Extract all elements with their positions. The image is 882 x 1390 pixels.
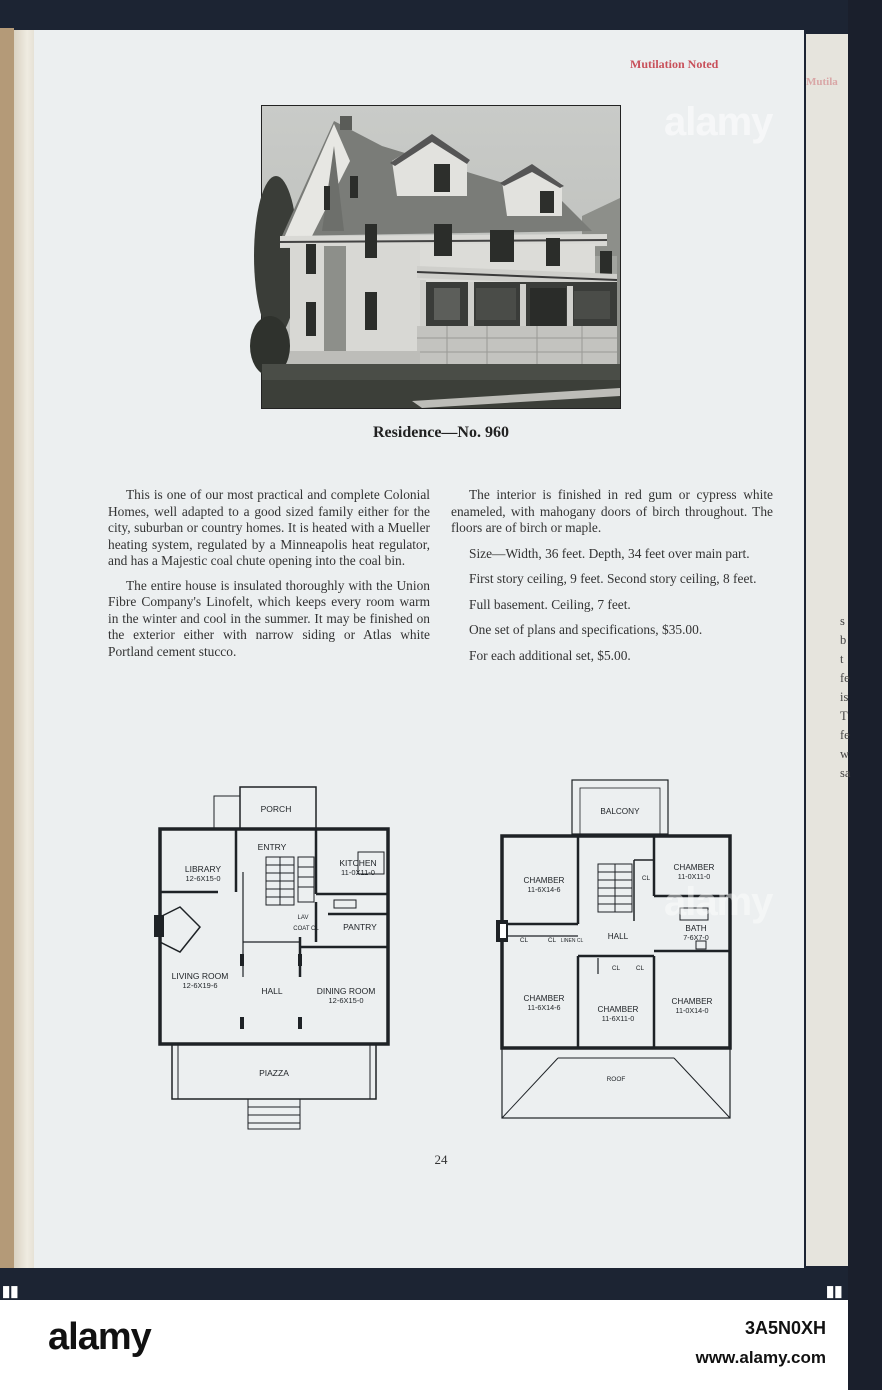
kitchen-label: KITCHEN bbox=[339, 858, 377, 868]
dining-room-label: DINING ROOM bbox=[316, 986, 376, 996]
book-cover-edge bbox=[0, 28, 14, 1268]
corner-mark: ▮▮ bbox=[826, 1283, 843, 1300]
chamber-se-label: CHAMBER bbox=[671, 997, 713, 1006]
chamber-ne-size: 11-0X11-0 bbox=[677, 872, 711, 881]
closet-label: CL bbox=[547, 937, 557, 944]
fragment-line: fe bbox=[840, 728, 850, 742]
fragment-line: t bbox=[840, 652, 844, 666]
page-stack-edge bbox=[14, 30, 36, 1268]
fragment-line: fe bbox=[840, 671, 850, 685]
adjacent-stamp: Mutila bbox=[806, 76, 838, 88]
dining-room-size: 12-6X15-0 bbox=[328, 996, 364, 1005]
fireplace bbox=[154, 915, 164, 937]
paragraph: This is one of our most practical and complete Colonial Homes, well adapted to a good sized family either for the city, suburban or country homes. It is heated with a Mueller heating system, regulated by a Minneapolis heat regulator, and has a Majestic coal chute opening into the coal bin. bbox=[108, 487, 430, 568]
fragment-line: sa bbox=[840, 766, 851, 780]
fragment-line: T bbox=[840, 709, 848, 723]
chamber-s-size: 11-6X11-0 bbox=[601, 1014, 635, 1023]
chamber-sw-size: 11-6X14-6 bbox=[527, 1003, 561, 1012]
corner-mark: ▮▮ bbox=[2, 1283, 19, 1300]
paragraph: Size—Width, 36 feet. Depth, 34 feet over main part. bbox=[469, 545, 750, 561]
chamber-ne-label: CHAMBER bbox=[673, 863, 715, 872]
balcony-label: BALCONY bbox=[600, 807, 640, 816]
paragraph: Full basement. Ceiling, 7 feet. bbox=[469, 596, 631, 612]
first-floor-plan bbox=[148, 782, 398, 1134]
image-id: 3A5N0XH bbox=[744, 1318, 826, 1338]
closet-label: CL bbox=[519, 937, 529, 944]
paragraph: The entire house is insulated thoroughly with the Union Fibre Company's Linofelt, which keeps every room warm in the winter and cool in the summer. It may be finished on the exterior either with narrow siding or Atlas white Portland cement stucco. bbox=[108, 577, 430, 659]
library-stamp: Mutilation Noted bbox=[630, 57, 719, 71]
fragment-line: b bbox=[840, 633, 847, 647]
watermark: alamy bbox=[664, 100, 773, 144]
closet-label: CL bbox=[641, 875, 651, 882]
piazza-label: PIAZZA bbox=[259, 1068, 289, 1078]
closet-label: CL bbox=[635, 965, 645, 972]
chamber-se-size: 11-0X14-0 bbox=[675, 1006, 709, 1015]
adjacent-text-fragment bbox=[840, 612, 850, 783]
fragment-line: is bbox=[840, 690, 849, 704]
chamber-nw-label: CHAMBER bbox=[523, 876, 565, 885]
closet-label: CL bbox=[611, 965, 621, 972]
adjacent-page bbox=[806, 34, 851, 1266]
site-url: www.alamy.com bbox=[695, 1348, 826, 1367]
fragment-line: w bbox=[840, 747, 850, 761]
bath-label: BATH bbox=[685, 924, 707, 933]
hall-label: HALL bbox=[261, 986, 283, 996]
library-label: LIBRARY bbox=[184, 864, 222, 874]
paragraph: The interior is finished in red gum or cypress white enameled, with mahogany doors of birch throughout. The floors are of birch or maple. bbox=[451, 487, 773, 535]
watermark: alamy bbox=[664, 880, 773, 924]
right-column bbox=[451, 487, 773, 673]
alamy-logo: alamy bbox=[48, 1316, 151, 1358]
chamber-s-label: CHAMBER bbox=[597, 1005, 639, 1014]
second-floor-plan bbox=[494, 776, 738, 1124]
fragment-line: s bbox=[840, 614, 845, 628]
living-room-label: LIVING ROOM bbox=[171, 971, 229, 981]
chamber-sw-label: CHAMBER bbox=[523, 994, 565, 1003]
library-size: 12-6X15-0 bbox=[185, 874, 221, 883]
linen-closet-label: LINEN CL bbox=[560, 938, 584, 944]
bath-size: 7-6X7-0 bbox=[683, 933, 709, 942]
paragraph: One set of plans and specifications, $35.00. bbox=[469, 622, 703, 637]
left-column bbox=[108, 487, 430, 668]
roof-label: ROOF bbox=[606, 1076, 626, 1083]
caption: Residence—No. 960 bbox=[373, 424, 509, 441]
living-room-size: 12-6X19-6 bbox=[182, 981, 218, 990]
page-number: 24 bbox=[434, 1152, 448, 1167]
lav-label: LAV bbox=[297, 915, 309, 921]
entry-label: ENTRY bbox=[257, 842, 287, 852]
house-photograph bbox=[261, 105, 621, 409]
paragraph: First story ceiling, 9 feet. Second story ceiling, 8 feet. bbox=[469, 571, 757, 586]
coat-closet-label: COAT CL bbox=[293, 926, 319, 932]
stock-footer bbox=[0, 1300, 848, 1390]
porch-label: PORCH bbox=[260, 804, 292, 814]
chamber-nw-size: 11-6X14-6 bbox=[527, 885, 561, 894]
house-illustration bbox=[262, 106, 620, 408]
pantry-label: PANTRY bbox=[343, 922, 377, 932]
paragraph: For each additional set, $5.00. bbox=[469, 647, 631, 663]
hall-label: HALL bbox=[607, 932, 629, 941]
kitchen-size: 11-0X11-0 bbox=[341, 868, 375, 877]
